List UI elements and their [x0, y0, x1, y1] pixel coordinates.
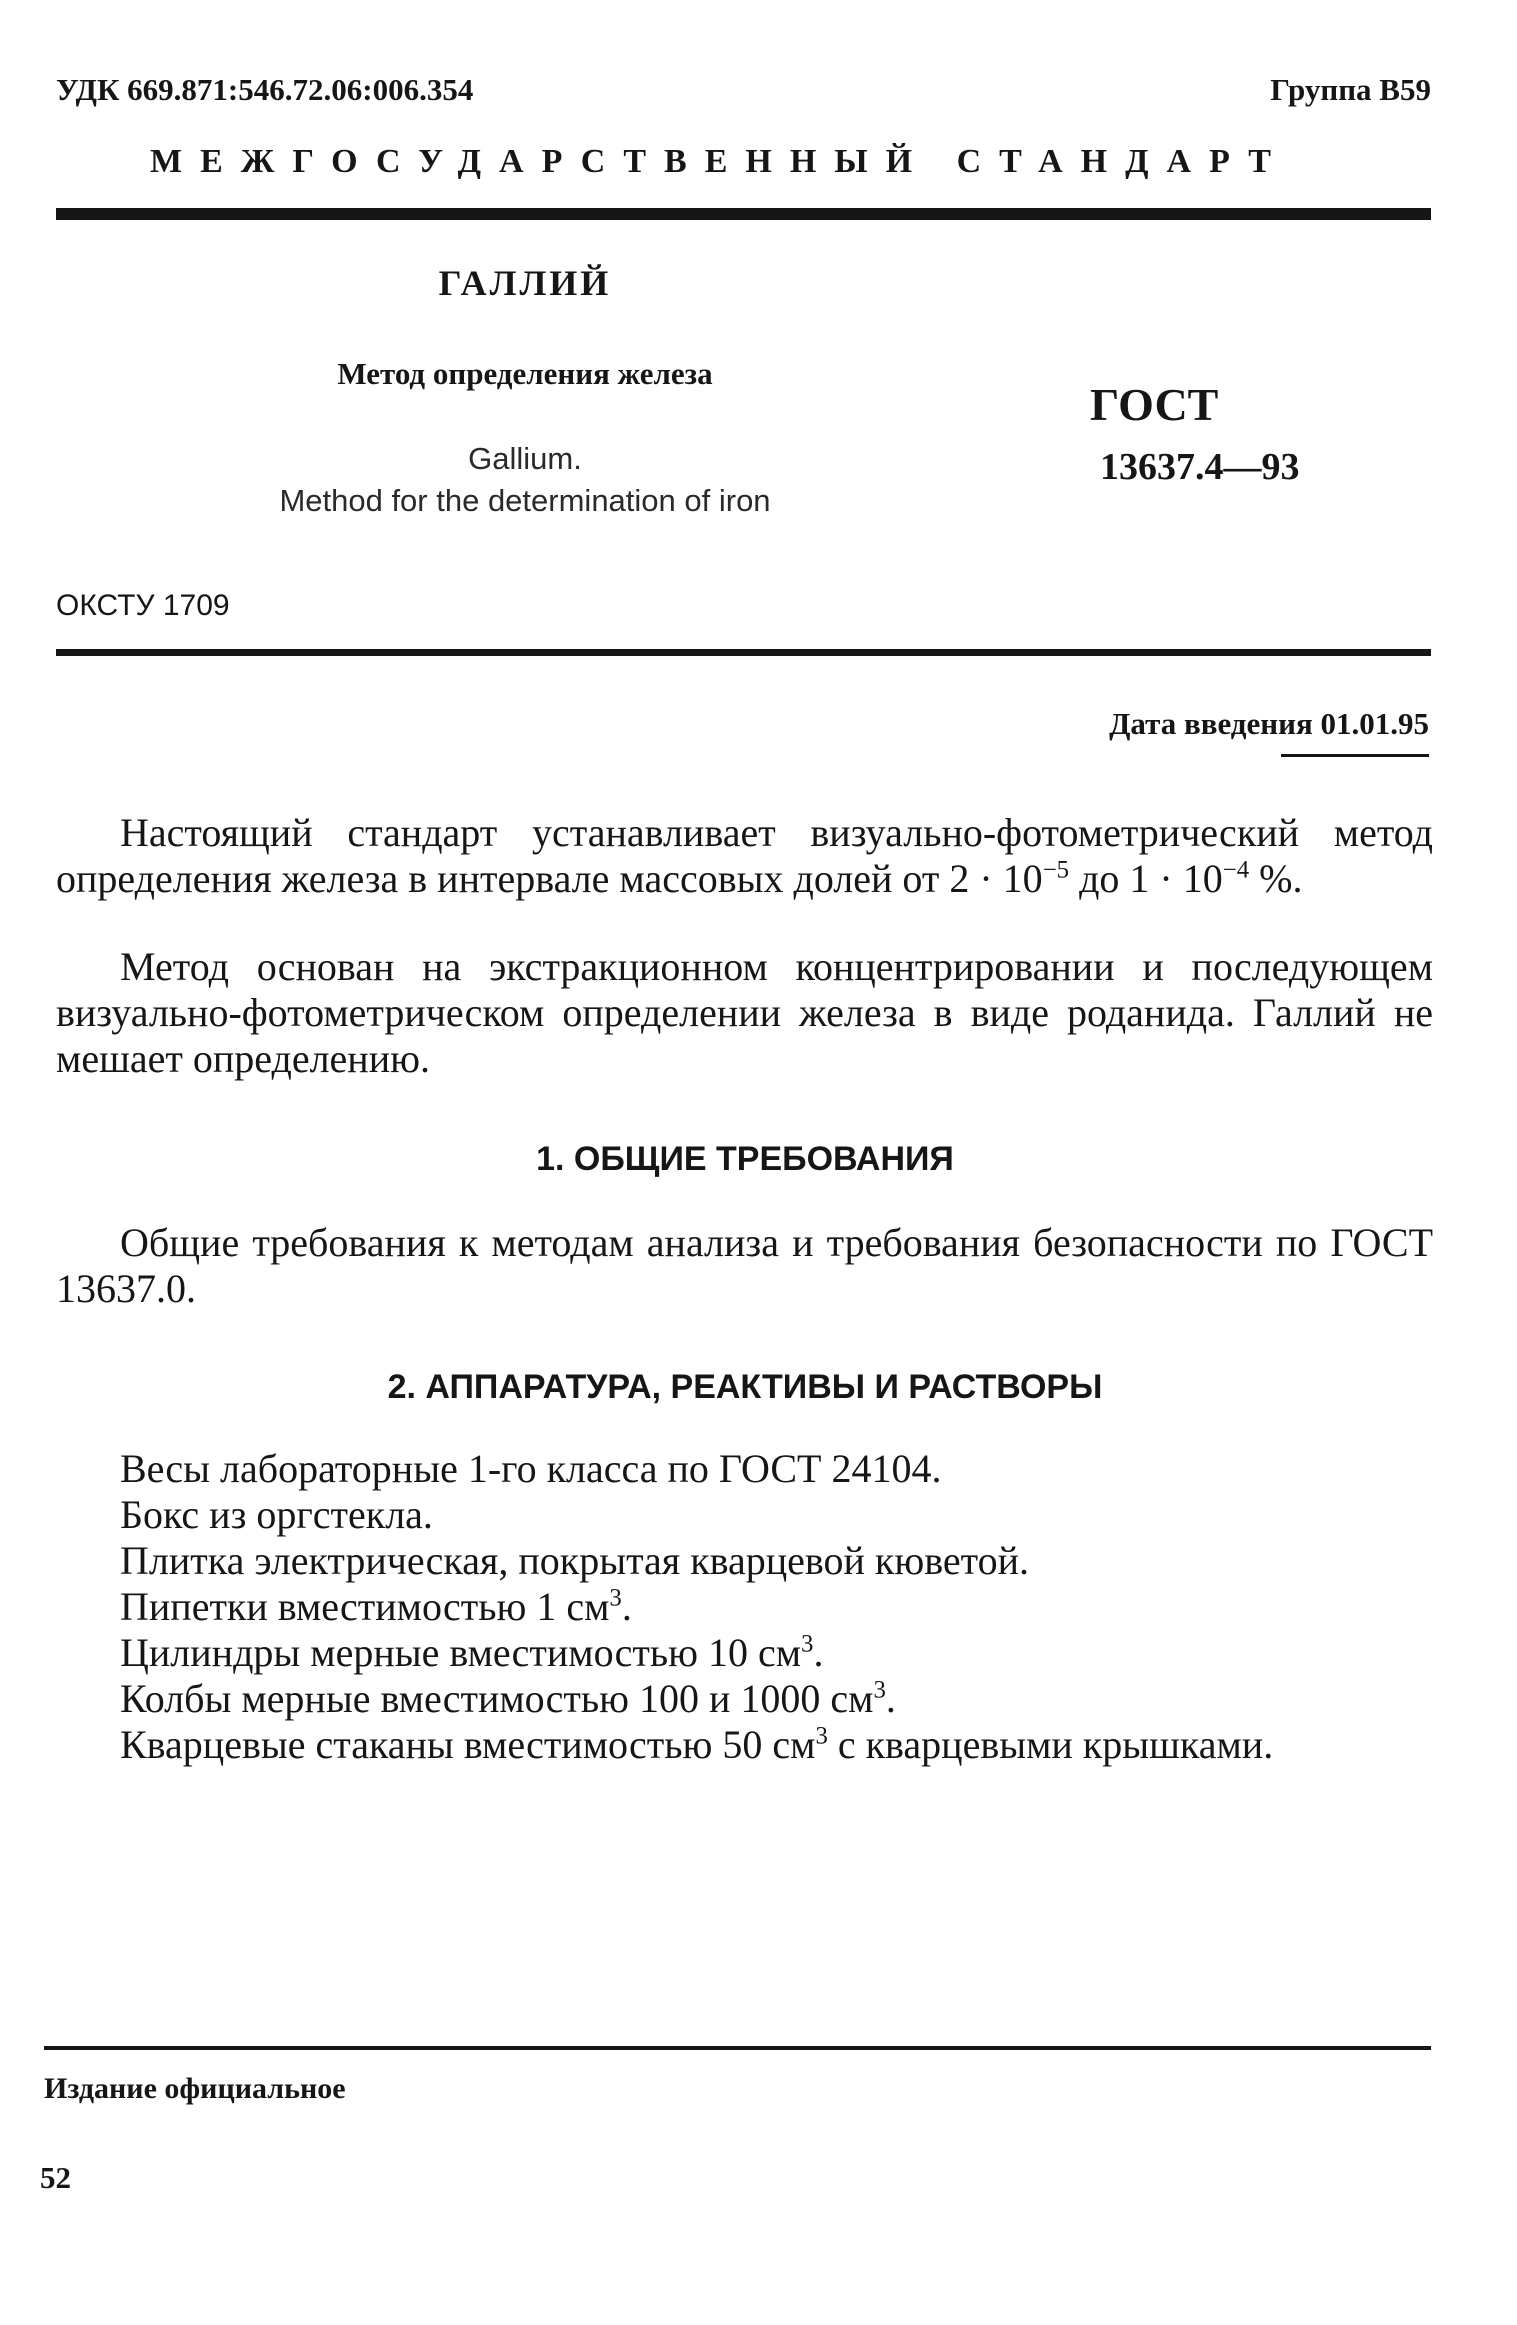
equipment-item: Цилиндры мерные вместимостью 10 $см^3$. [120, 1630, 824, 1675]
group-code: Группа В59 [1270, 72, 1431, 107]
section-1-heading: 1. ОБЩИЕ ТРЕБОВАНИЯ [536, 1140, 954, 1178]
footer-rule [44, 2046, 1431, 2050]
intro-text-1: Настоящий стандарт устанавливает визуально-фотометрический метод определения железа в интервале массовых долей от 2 · 10 [56, 810, 1433, 901]
equipment-item: Весы лабораторные 1-го класса по ГОСТ 24104. [120, 1446, 942, 1491]
intro-text-3: %. [1249, 856, 1303, 901]
equipment-item: Пипетки вместимостью 1 $см^3$. [120, 1584, 632, 1629]
title-block-rule [56, 649, 1431, 656]
official-edition-note: Издание официальное [44, 2072, 346, 2105]
intro-text-2: до 1 · 10 [1069, 856, 1223, 901]
equipment-item: Бокс из оргстекла. [120, 1492, 433, 1537]
interstate-standard-heading: МЕЖГОСУДАРСТВЕННЫЙ СТАНДАРТ [150, 143, 1289, 180]
english-title-line-1: Gallium. [468, 441, 582, 476]
udk-code: УДК 669.871:546.72.06:006.354 [56, 72, 474, 107]
header-rule [56, 208, 1431, 220]
english-title-line-2: Method for the determination of iron [279, 483, 771, 518]
english-title [0, 438, 1050, 522]
oksu-code: ОКСТУ 1709 [56, 589, 230, 622]
equipment-item: Плитка электрическая, покрытая кварцевой кюветой. [120, 1538, 1030, 1583]
date-underline [1281, 754, 1429, 757]
gost-label: ГОСТ [1090, 379, 1219, 430]
exponent-2: −4 [1222, 856, 1250, 884]
equipment-list [56, 1446, 1433, 1768]
intro-paragraph-2: Метод основан на экстракционном концентрировании и последующем визуально-фотометрическом определении железа в виде роданида. Галлий не мешает определению. [56, 944, 1433, 1081]
equipment-item: Колбы мерные вместимостью 100 и 1000 $см^3$. [120, 1676, 896, 1721]
gost-number: 13637.4—93 [1100, 446, 1300, 488]
exponent-1: −5 [1042, 856, 1070, 884]
page-number: 52 [40, 2160, 71, 2195]
document-subtitle: Метод определения железа [337, 356, 713, 391]
intro-paragraph-1 [56, 810, 1433, 902]
introduction-date: Дата введения 01.01.95 [1109, 706, 1429, 741]
section-1-text: Общие требования к методам анализа и требования безопасности по ГОСТ 13637.0. [56, 1220, 1433, 1311]
document-title: ГАЛЛИЙ [438, 263, 612, 303]
equipment-item: Кварцевые стаканы вместимостью 50 $см^3$ с кварцевыми крышками. [120, 1722, 1274, 1767]
section-2-heading: 2. АППАРАТУРА, РЕАКТИВЫ И РАСТВОРЫ [387, 1368, 1103, 1406]
